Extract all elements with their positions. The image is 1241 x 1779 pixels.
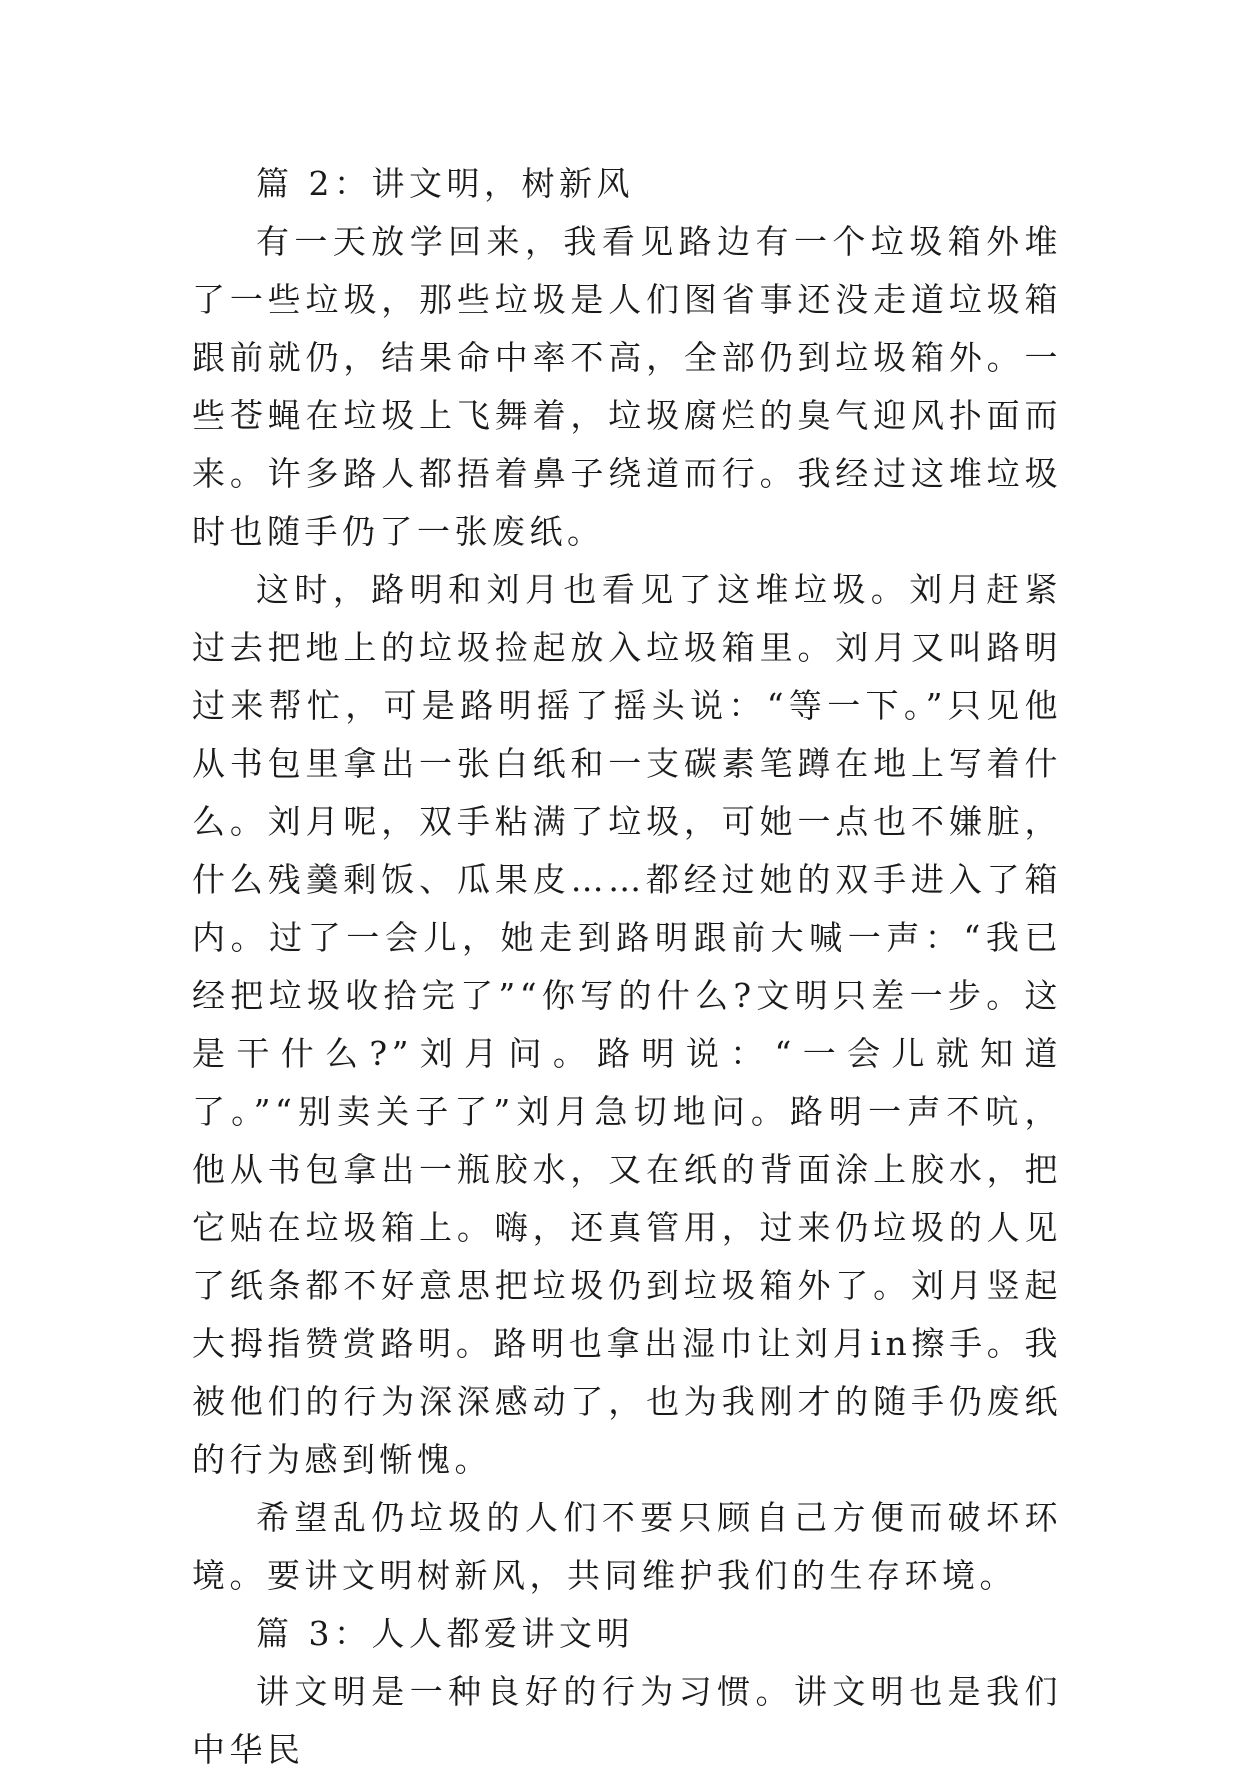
paragraph: 讲文明是一种良好的行为习惯。讲文明也是我们中华民: [192, 1672, 1062, 1769]
document-body: [192, 155, 1062, 1779]
paragraph: 有一天放学回来，我看见路边有一个垃圾箱外堆了一些垃圾，那些垃圾是人们图省事还没走道垃圾箱跟前就仍，结果命中率不高，全部仍到垃圾箱外。一些苍蝇在垃圾上飞舞着，垃圾腐烂的臭气迎风扑面而来。许多路人都捂着鼻子绕道而行。我经过这堆垃圾时也随手仍了一张废纸。: [192, 222, 1062, 551]
section-heading: 篇 3：人人都爱讲文明: [256, 1614, 634, 1653]
paragraph: 这时，路明和刘月也看见了这堆垃圾。刘月赶紧过去把地上的垃圾捡起放入垃圾箱里。刘月又叫路明过来帮忙，可是路明摇了摇头说：“等一下。”只见他从书包里拿出一张白纸和一支碳素笔蹲在地上写着什么。刘月呢，双手粘满了垃圾，可她一点也不嫌脏，什么残羹剩饭、瓜果皮……都经过她的双手进入了箱内。过了一会儿，她走到路明跟前大喊一声：“我已经把垃圾收拾完了”“你写的什么?文明只差一步。这是干什么?”刘月问。路明说：“一会儿就知道了。”“别卖关子了”刘月急切地问。路明一声不吭，他从书包拿出一瓶胶水，又在纸的背面涂上胶水，把它贴在垃圾箱上。嗨，还真管用，过来仍垃圾的人见了纸条都不好意思把垃圾仍到垃圾箱外了。刘月竖起大拇指赞赏路明。路明也拿出湿巾让刘月in擦手。我被他们的行为深深感动了，也为我刚才的随手仍废纸的行为感到惭愧。: [192, 570, 1062, 1479]
paragraph: 希望乱仍垃圾的人们不要只顾自己方便而破坏环境。要讲文明树新风，共同维护我们的生存环境。: [192, 1498, 1062, 1595]
section-heading: 篇 2：讲文明，树新风: [256, 164, 634, 203]
